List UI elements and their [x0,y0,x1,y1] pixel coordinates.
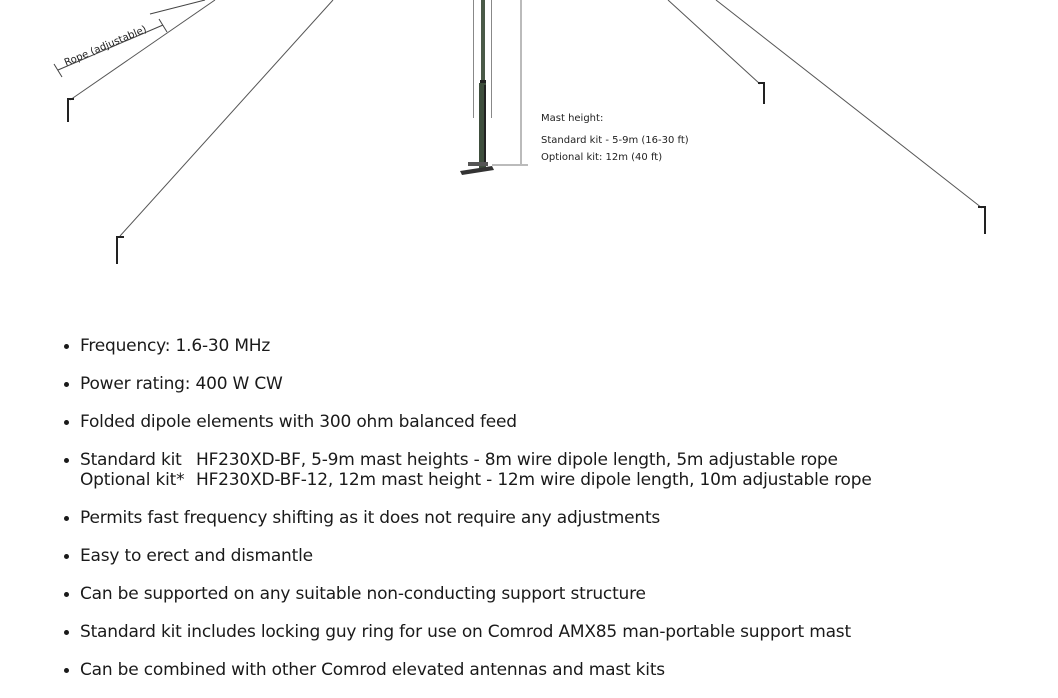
optional-kit-desc: HF230XD-BF-12, 12m mast height - 12m wire dipole length, 10m adjustable rope [196,470,872,490]
wire-left-lower [120,0,333,236]
stake-left-upper [68,98,74,122]
spec-shifting: Permits fast frequency shifting as it does not require any adjustments [80,508,1040,528]
spec-erect: Easy to erect and dismantle [80,546,1040,566]
spec-guy-ring: Standard kit includes locking guy ring for use on Comrod AMX85 man-portable support mast [80,622,1040,642]
stake-right-lower [978,206,985,234]
spec-combined: Can be combined with other Comrod elevated antennas and mast kits [80,660,1040,680]
mast-height-optional: Optional kit: 12m (40 ft) [541,152,663,163]
standard-kit-desc: HF230XD-BF, 5-9m mast heights - 8m wire dipole length, 5m adjustable rope [196,450,838,470]
spec-power: Power rating: 400 W CW [80,374,1040,394]
antenna-diagram [0,0,1058,300]
spec-frequency: Frequency: 1.6-30 MHz [80,336,1040,356]
stake-right-upper [758,82,764,104]
spec-elements: Folded dipole elements with 300 ohm balanced feed [80,412,1040,432]
optional-kit-line [80,470,1040,490]
optional-kit-name: Optional kit* [80,470,185,490]
spec-support: Can be supported on any suitable non-conducting support structure [80,584,1040,604]
wire-right-upper [668,0,760,84]
spec-kits [80,450,1040,490]
standard-kit-name: Standard kit [80,450,182,470]
wire-right-lower [716,0,982,208]
mast [460,0,494,175]
standard-kit-line [80,450,1040,470]
rope-label: Rope (adjustable) [62,24,149,69]
stake-left-lower [117,236,124,264]
mast-height-standard: Standard kit - 5-9m (16-30 ft) [541,135,689,146]
spec-list [80,336,1040,698]
mast-height-title: Mast height: [541,113,604,124]
